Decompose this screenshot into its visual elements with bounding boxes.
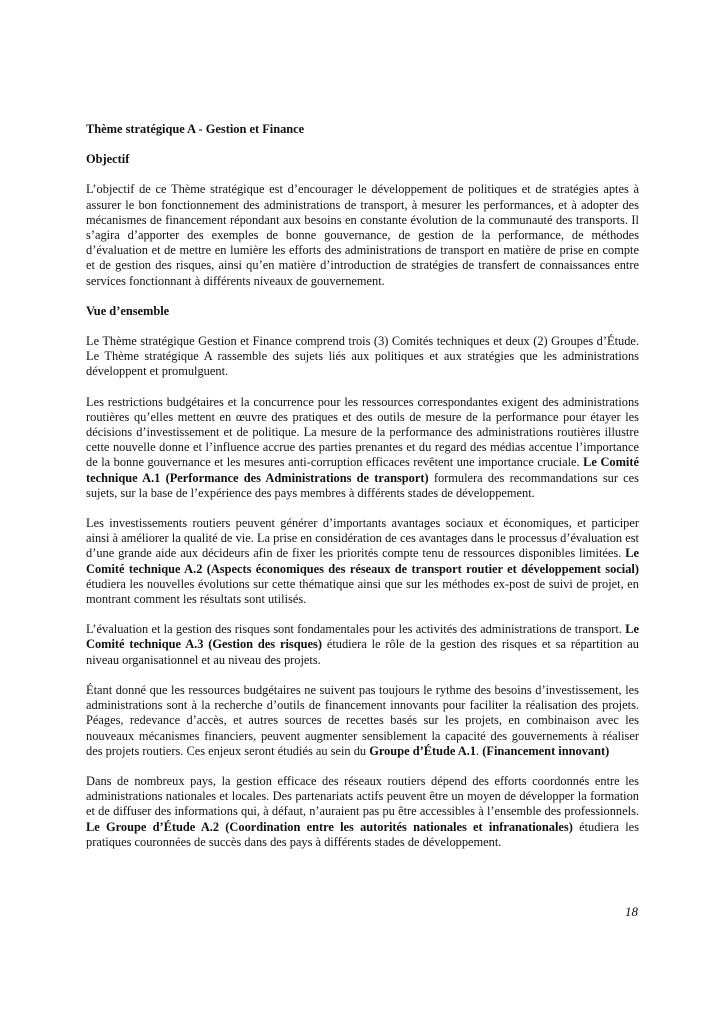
paragraph-overview <box>86 334 639 380</box>
text-segment: L’objectif de ce Thème stratégique est d’encourager le développement de politiques et de stratégies aptes à assurer le bon fonctionnement des administrations de transport, à mesurer les performances, et à adopter des mécanismes de financement répondant aux besoins en constante évolution de la communauté des transports. Il s’agira d’apporter des exemples de bonne gouvernance, de gestion de la performance, de méthodes d’évaluation et de mettre en lumière les efforts des administrations de transport en matière de prise en compte et de gestion des risques, ainsi qu’en matière d’introduction de stratégies de transfert de connaissances entre services fonctionnant à différents niveaux de gouvernement. <box>86 182 639 288</box>
text-segment: étudiera le rôle de la gestion des risques et sa répartition au niveau organisationnel et au niveau des projets. <box>86 637 639 667</box>
paragraph-comite-a1 <box>86 395 639 501</box>
committee-name-a1: Le Comité technique A.1 (Performance des Administrations de transport) <box>86 455 639 485</box>
text-segment: L’évaluation et la gestion des risques sont fondamentales pour les activités des administrations de transport. <box>86 622 626 637</box>
study-group-topic-a1: (Financement innovant) <box>482 743 610 758</box>
section-heading-vue-ensemble: Vue d’ensemble <box>86 303 170 318</box>
paragraph-groupe-a2 <box>86 774 639 850</box>
paragraph-comite-a2 <box>86 516 639 607</box>
text-segment: Les investissements routiers peuvent générer d’importants avantages sociaux et économiques, et participer ainsi à améliorer la qualité de vie. La prise en considération de ces avantages dans le processus d’évaluation est d’une grande aide aux décideurs afin de fixer les priorités compte tenu de ressources disponibles limitées. <box>86 516 639 561</box>
text-segment: . <box>476 743 483 758</box>
paragraph-comite-a3 <box>86 622 639 668</box>
text-segment: étudiera les pratiques couronnées de succès dans des pays à différents stades de développement. <box>86 819 639 849</box>
paragraph-groupe-a1 <box>86 683 639 759</box>
document-title: Thème stratégique A - Gestion et Finance <box>86 122 305 136</box>
document-body <box>86 122 639 865</box>
text-segment: formulera des recommandations sur ces sujets, sur la base de l’expérience des pays membres à différents stades de développement. <box>86 470 640 500</box>
page-number: 18 <box>625 904 638 919</box>
text-segment: Dans de nombreux pays, la gestion efficace des réseaux routiers dépend des efforts coordonnés entre les administrations nationales et locales. Des partenariats actifs peuvent être un moyen de développer la formation et de diffuser des informations qui, à défaut, n’auraient pas pu être accessibles à l’ensemble des professionnels. <box>86 773 639 819</box>
study-group-name-a1: Groupe d’Étude A.1 <box>369 743 477 758</box>
committee-name-a2: Le Comité technique A.2 (Aspects économiques des réseaux de transport routier et développement social) <box>86 546 639 576</box>
paragraph-objectif <box>86 182 639 288</box>
committee-name-a3: Le Comité technique A.3 (Gestion des risques) <box>86 622 639 652</box>
text-segment: Les restrictions budgétaires et la concurrence pour les ressources correspondantes exigent des administrations routières qu’elles mettent en œuvre des pratiques et des outils de mesure de la performance pour étayer les décisions d’investissement et de politique. La mesure de la performance des administrations routières illustre cette nouvelle donne et l’influence accrue des parties prenantes et du regard des médias accentue l’importance de la bonne gouvernance et les mesures anti-corruption efficaces revêtent une importance cruciale. <box>86 394 639 470</box>
text-segment: étudiera les nouvelles évolutions sur cette thématique ainsi que sur les méthodes ex-post de suivi de projet, en montrant comment les résultats sont utilisés. <box>86 576 639 607</box>
text-segment: Étant donné que les ressources budgétaires ne suivent pas toujours le rythme des besoins d’investissement, les administrations sont à la recherche d’outils de financement innovants pour faciliter la réalisation des projets. Péages, redevance d’accès, et autres sources de recettes basés sur les projets, en combinaison avec les nouveaux mécanismes financiers, peuvent augmenter sensiblement la capacité des gouvernements à réaliser des projets routiers. Ces enjeux seront étudiés au sein du <box>86 682 639 758</box>
text-segment: Le Thème stratégique Gestion et Finance comprend trois (3) Comités techniques et deux (2) Groupes d’Étude. Le Thème stratégique A rassemble des sujets liés aux politiques et aux stratégies que les administrations développent et promulguent. <box>86 334 639 379</box>
section-heading-objectif: Objectif <box>86 152 130 167</box>
study-group-name-a2: Le Groupe d’Étude A.2 (Coordination entre les autorités nationales et infranationales) <box>86 819 573 834</box>
